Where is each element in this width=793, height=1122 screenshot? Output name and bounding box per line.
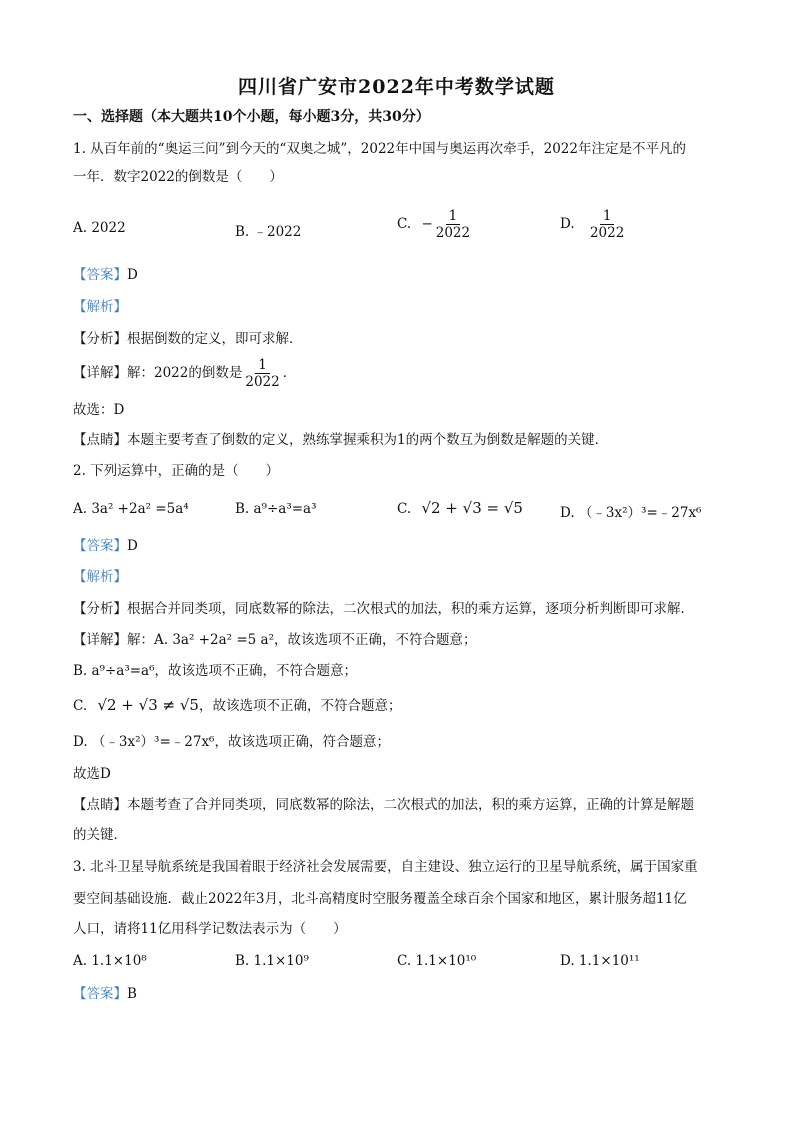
q1-option-c-sign: − xyxy=(421,216,433,232)
answer-tag: 【答案】 xyxy=(73,267,127,283)
q2-option-c-label: C. xyxy=(397,501,412,517)
q1-choose: 故选：D xyxy=(73,402,125,418)
q2-option-b: B. a⁹÷a³=a³ xyxy=(235,501,317,517)
fraction-denominator: 2022 xyxy=(589,225,625,241)
answer-value: B xyxy=(127,986,137,1002)
section-heading: 一、选择题（本大题共10个小题，每小题3分，共30分） xyxy=(73,109,430,125)
q2-option-d: D. （﹣3x²）³=﹣27x⁶ xyxy=(560,505,702,521)
q1-analysis-tag: 【解析】 xyxy=(73,299,127,315)
detail-c-expr: √2 + √3 ≠ √5 xyxy=(97,696,199,714)
answer-tag: 【答案】 xyxy=(73,986,127,1002)
q1-option-c-fraction xyxy=(433,208,473,241)
dianjing-text: 本题主要考查了倒数的定义，熟练掌握乘积为1的两个数互为倒数是解题的关键． xyxy=(127,432,609,448)
q1-option-d-label: D. xyxy=(560,216,575,232)
q1-option-c-label: C. xyxy=(397,216,412,232)
q2-answer xyxy=(73,537,138,555)
q2-fenxi xyxy=(73,600,694,618)
q3-option-d: D. 1.1×10¹¹ xyxy=(560,953,640,969)
q1-stem-line1: 1. 从百年前的“奥运三问”到今天的“双奥之城”，2022年中国与奥运再次牵手，2022年注定是不平凡的 xyxy=(73,141,686,157)
fraction-numerator: 1 xyxy=(255,357,270,374)
q1-detail-fraction xyxy=(242,357,282,390)
fraction-denominator: 2022 xyxy=(245,374,280,390)
q1-option-d xyxy=(560,208,627,241)
q1-option-c xyxy=(397,208,473,241)
detail-tag: 【详解】 xyxy=(73,632,127,648)
q2-choose: 故选D xyxy=(73,766,111,782)
fenxi-tag: 【分析】 xyxy=(73,331,127,347)
q2-option-a: A. 3a² +2a² =5a⁴ xyxy=(73,501,189,517)
q2-detail-c xyxy=(73,696,401,715)
q3-option-c: C. 1.1×10¹⁰ xyxy=(397,953,477,969)
q3-stem-line1: 3. 北斗卫星导航系统是我国着眼于经济社会发展需要，自主建设、独立运行的卫星导航系统，属于国家重 xyxy=(73,859,698,875)
q2-dianjing-line2: 的关键． xyxy=(73,827,127,843)
q2-detail-a xyxy=(73,631,476,649)
answer-value: D xyxy=(127,267,138,283)
answer-tag: 【答案】 xyxy=(73,538,127,554)
q2-stem: 2. 下列运算中，正确的是（ ） xyxy=(73,463,280,479)
q1-dianjing xyxy=(73,431,608,449)
detail-c-label: C. xyxy=(73,698,88,714)
detail-text: 解：2022的倒数是 xyxy=(127,365,243,381)
q1-answer xyxy=(73,266,138,284)
q2-detail-b: B. a⁹÷a³=a⁶，故该选项不正确，不符合题意； xyxy=(73,663,358,679)
dianjing-tag: 【点睛】 xyxy=(73,432,127,448)
q2-analysis-tag: 【解析】 xyxy=(73,569,127,585)
q1-option-a: A. 2022 xyxy=(73,220,126,236)
dianjing-text: 本题考查了合并同类项，同底数幂的除法，二次根式的加法，积的乘方运算，正确的计算是解题 xyxy=(127,797,694,813)
dianjing-tag: 【点睛】 xyxy=(73,797,127,813)
q2-option-c xyxy=(397,499,523,517)
q2-option-c-expr: √2 + √3 = √5 xyxy=(421,499,523,517)
fraction-numerator: 1 xyxy=(446,208,461,225)
q3-option-a: A. 1.1×10⁸ xyxy=(73,953,147,969)
fraction-denominator: 2022 xyxy=(435,225,471,241)
fenxi-text: 根据倒数的定义，即可求解． xyxy=(127,331,303,347)
q3-stem-line2: 要空间基础设施．截止2022年3月，北斗高精度时空服务覆盖全球百余个国家和地区，累计服务超11亿 xyxy=(73,891,687,907)
q1-option-b: B. ﹣2022 xyxy=(235,224,302,240)
answer-value: D xyxy=(127,538,138,554)
q3-answer xyxy=(73,985,137,1003)
detail-end: ． xyxy=(282,365,297,381)
q2-dianjing-line1 xyxy=(73,796,694,814)
q1-option-d-fraction xyxy=(587,208,627,241)
detail-text: 解：A. 3a² +2a² =5 a²，故该选项不正确，不符合题意； xyxy=(127,632,477,648)
fenxi-text: 根据合并同类项，同底数幂的除法，二次根式的加法，积的乘方运算，逐项分析判断即可求解． xyxy=(127,601,694,617)
detail-c-text: ，故该选项不正确，不符合题意； xyxy=(198,698,402,714)
q2-detail-d: D. （﹣3x²）³=﹣27x⁶，故该选项正确，符合题意； xyxy=(73,734,390,750)
q1-detail xyxy=(73,354,296,392)
detail-tag: 【详解】 xyxy=(73,365,127,381)
fenxi-tag: 【分析】 xyxy=(73,601,127,617)
page-title: 四川省广安市2022年中考数学试题 xyxy=(238,76,555,98)
q3-option-b: B. 1.1×10⁹ xyxy=(235,953,309,969)
q1-fenxi xyxy=(73,330,303,348)
fraction-numerator: 1 xyxy=(600,208,615,225)
q3-stem-line3: 人口，请将11亿用科学记数法表示为（ ） xyxy=(73,921,347,937)
q1-stem-line2: 一年．数字2022的倒数是（ ） xyxy=(73,169,283,185)
